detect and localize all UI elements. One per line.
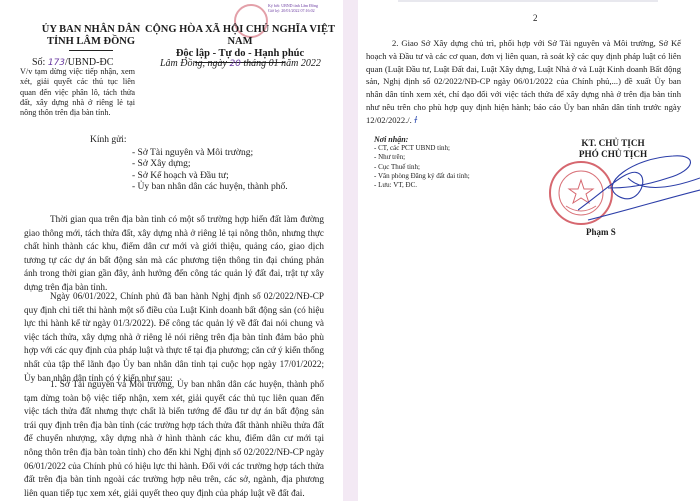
document-date: [160, 58, 321, 69]
document-subject: V/v tạm dừng việc tiếp nhận, xem xét, giải quyết các thủ tục liên quan đến việc phân lô, tách thửa đất, xây dựng nhà ở riêng lẻ tại nông thôn trên địa bàn tỉnh.: [20, 67, 135, 118]
body-paragraph: Thời gian qua trên địa bàn tỉnh có một số trường hợp hiến đất làm đường giao thông mới, tách thửa đất, xây dựng nhà ở riêng lẻ tại nông thôn, nhưng thực chất hình thành các khu, điểm dân cư mới và giới thiệu, quảng cáo, giao dịch tương tự các dự án bất động sản mà các phương tiện thông tin đại chúng phản ánh trong thời gian gần đây, ảnh hưởng đến công tác quản lý đất đai, trật tự xây dựng trên địa bàn tỉnh.: [24, 214, 324, 292]
body-paragraph: 1. Sở Tài nguyên và Môi trường, Ủy ban nhân dân các huyện, thành phố tạm dừng toàn bộ việc tiếp nhận, xem xét, giải quyết các thủ tục liên quan đến việc tách thửa đất nhưng thực chất là biến tướng để đầu tư dự án bất động sản trái quy định trên địa bàn tỉnh (các trường hợp tách thửa đất thành nhiều thửa đất để chuyển nhượng, xây dựng nhà ở hình thành các khu, điểm dân cư mới tại nông thôn trên địa bàn toàn tỉnh) cho đến khi Nghị định số 02/2022/NĐ-CP ngày 06/01/2022 của Chính phủ có hiệu lực thi hành. Đối với các trường hợp tách thửa đất trên địa bàn tỉnh ngoài các trường hợp nêu trên, các sở, ngành, địa phương liên quan tiếp tục xem xét, giải quyết theo quy định của pháp luật về đất đai.: [24, 379, 324, 498]
so-number-handwritten: 173: [47, 58, 66, 68]
document-page-1: [0, 0, 343, 501]
digital-signature-line2: Giờ ký: 20/01/2022 07:16:02: [268, 8, 315, 13]
date-prefix: Lâm Đồng, ngày: [160, 58, 227, 69]
digital-signature-stamp: [268, 3, 318, 13]
scan-edge-line: [398, 0, 658, 2]
agency-underline: [69, 50, 113, 51]
nation-motto: Độc lập - Tự do - Hạnh phúc: [175, 48, 305, 59]
body-paragraph: Ngày 06/01/2022, Chính phủ đã ban hành Nghị định số 02/2022/NĐ-CP quy định chi tiết thi hành một số điều của Luật Kinh doanh bất động sản (có hiệu lực thi hành kể từ ngày 01/3/2022). Để công tác quản lý về đất đai nói chung và việc tách thửa, xây dựng nhà ở riêng lẻ nói riêng trên địa bàn tỉnh đảm bảo phù hợp với các quy định của pháp luật và thực tế tại địa phương; căn cứ ý kiến thống nhất của tập thể lãnh đạo Ủy ban nhân dân tỉnh tại cuộc họp ngày 17/01/2022; Ủy ban nhân dân tỉnh có ý kiến như sau:: [24, 291, 324, 383]
recipient-item: - Sở Xây dựng;: [132, 159, 191, 170]
noi-nhan-item: - CT, các PCT UBND tỉnh;: [374, 144, 450, 153]
recipients-list: [132, 148, 288, 194]
signer-name: Phạm S: [586, 227, 616, 237]
kinh-gui-label: Kính gửi:: [90, 135, 127, 145]
nation-line1: CỘNG HÒA XÃ HỘI CHỦ NGHĨA VIỆT NAM: [145, 24, 335, 47]
document-page-2: [358, 0, 700, 501]
page-number: 2: [533, 13, 538, 23]
recipient-item: - Sở Kế hoạch và Đầu tư;: [132, 170, 229, 181]
page-gutter: [343, 0, 358, 501]
paragraph-text: 2. Giao Sở Xây dựng chủ trì, phối hợp với Sở Tài nguyên và Môi trường, Sở Kế hoạch và Đầu tư và các cơ quan, đơn vị liên quan, rà soát kỹ các quy định pháp luật có liên quan (Luật Đầu tư, Luật Đất đai, Luật Xây dựng, Luật Nhà ở và Luật Kinh doanh Bất động sản, Nghị định số 02/2022/NĐ-CP ngày 06/01/2022 của Chính phủ,...) đề xuất Ủy ban nhân dân tỉnh xem xét, chỉ đạo đối với việc tách thửa để xây dựng nhà ở trên địa bàn tỉnh như nêu trên cho phù hợp quy định hiện hành; báo cáo Ủy ban nhân dân tỉnh trước ngày 12/02/2022./.: [366, 38, 681, 125]
recipients-block: [374, 135, 470, 190]
noi-nhan-item: - Như trên;: [374, 153, 406, 162]
agency-line1: ỦY BAN NHÂN DÂN: [41, 24, 141, 35]
signer-title-line1: KT. CHỦ TỊCH: [581, 138, 645, 148]
noi-nhan-title: Nơi nhận:: [374, 135, 409, 144]
noi-nhan-item: - Văn phòng Đăng ký đất đai tỉnh;: [374, 171, 470, 180]
signer-title-line2: PHÓ CHỦ TỊCH: [578, 149, 648, 159]
recipient-item: - Sở Tài nguyên và Môi trường;: [132, 148, 254, 158]
noi-nhan-item: - Cục Thuế tỉnh;: [374, 162, 420, 171]
recipient-item: - Ủy ban nhân dân các huyện, thành phố.: [132, 182, 288, 193]
agency-line2: TỈNH LÂM ĐỒNG: [46, 36, 136, 47]
handwritten-signature-icon: [578, 148, 700, 228]
so-label: Số:: [32, 57, 46, 68]
digital-signature-line1: Ký bởi: UBND tỉnh Lâm Đồng: [268, 3, 319, 8]
body-paragraph: [366, 37, 681, 128]
initial-mark: ɫ: [414, 115, 418, 126]
noi-nhan-item: - Lưu: VT, ĐC.: [374, 181, 418, 190]
date-suffix: tháng 01 năm 2022: [243, 58, 321, 69]
so-suffix: /UBND-ĐC: [65, 57, 114, 68]
date-day-handwritten: 20: [229, 59, 241, 69]
